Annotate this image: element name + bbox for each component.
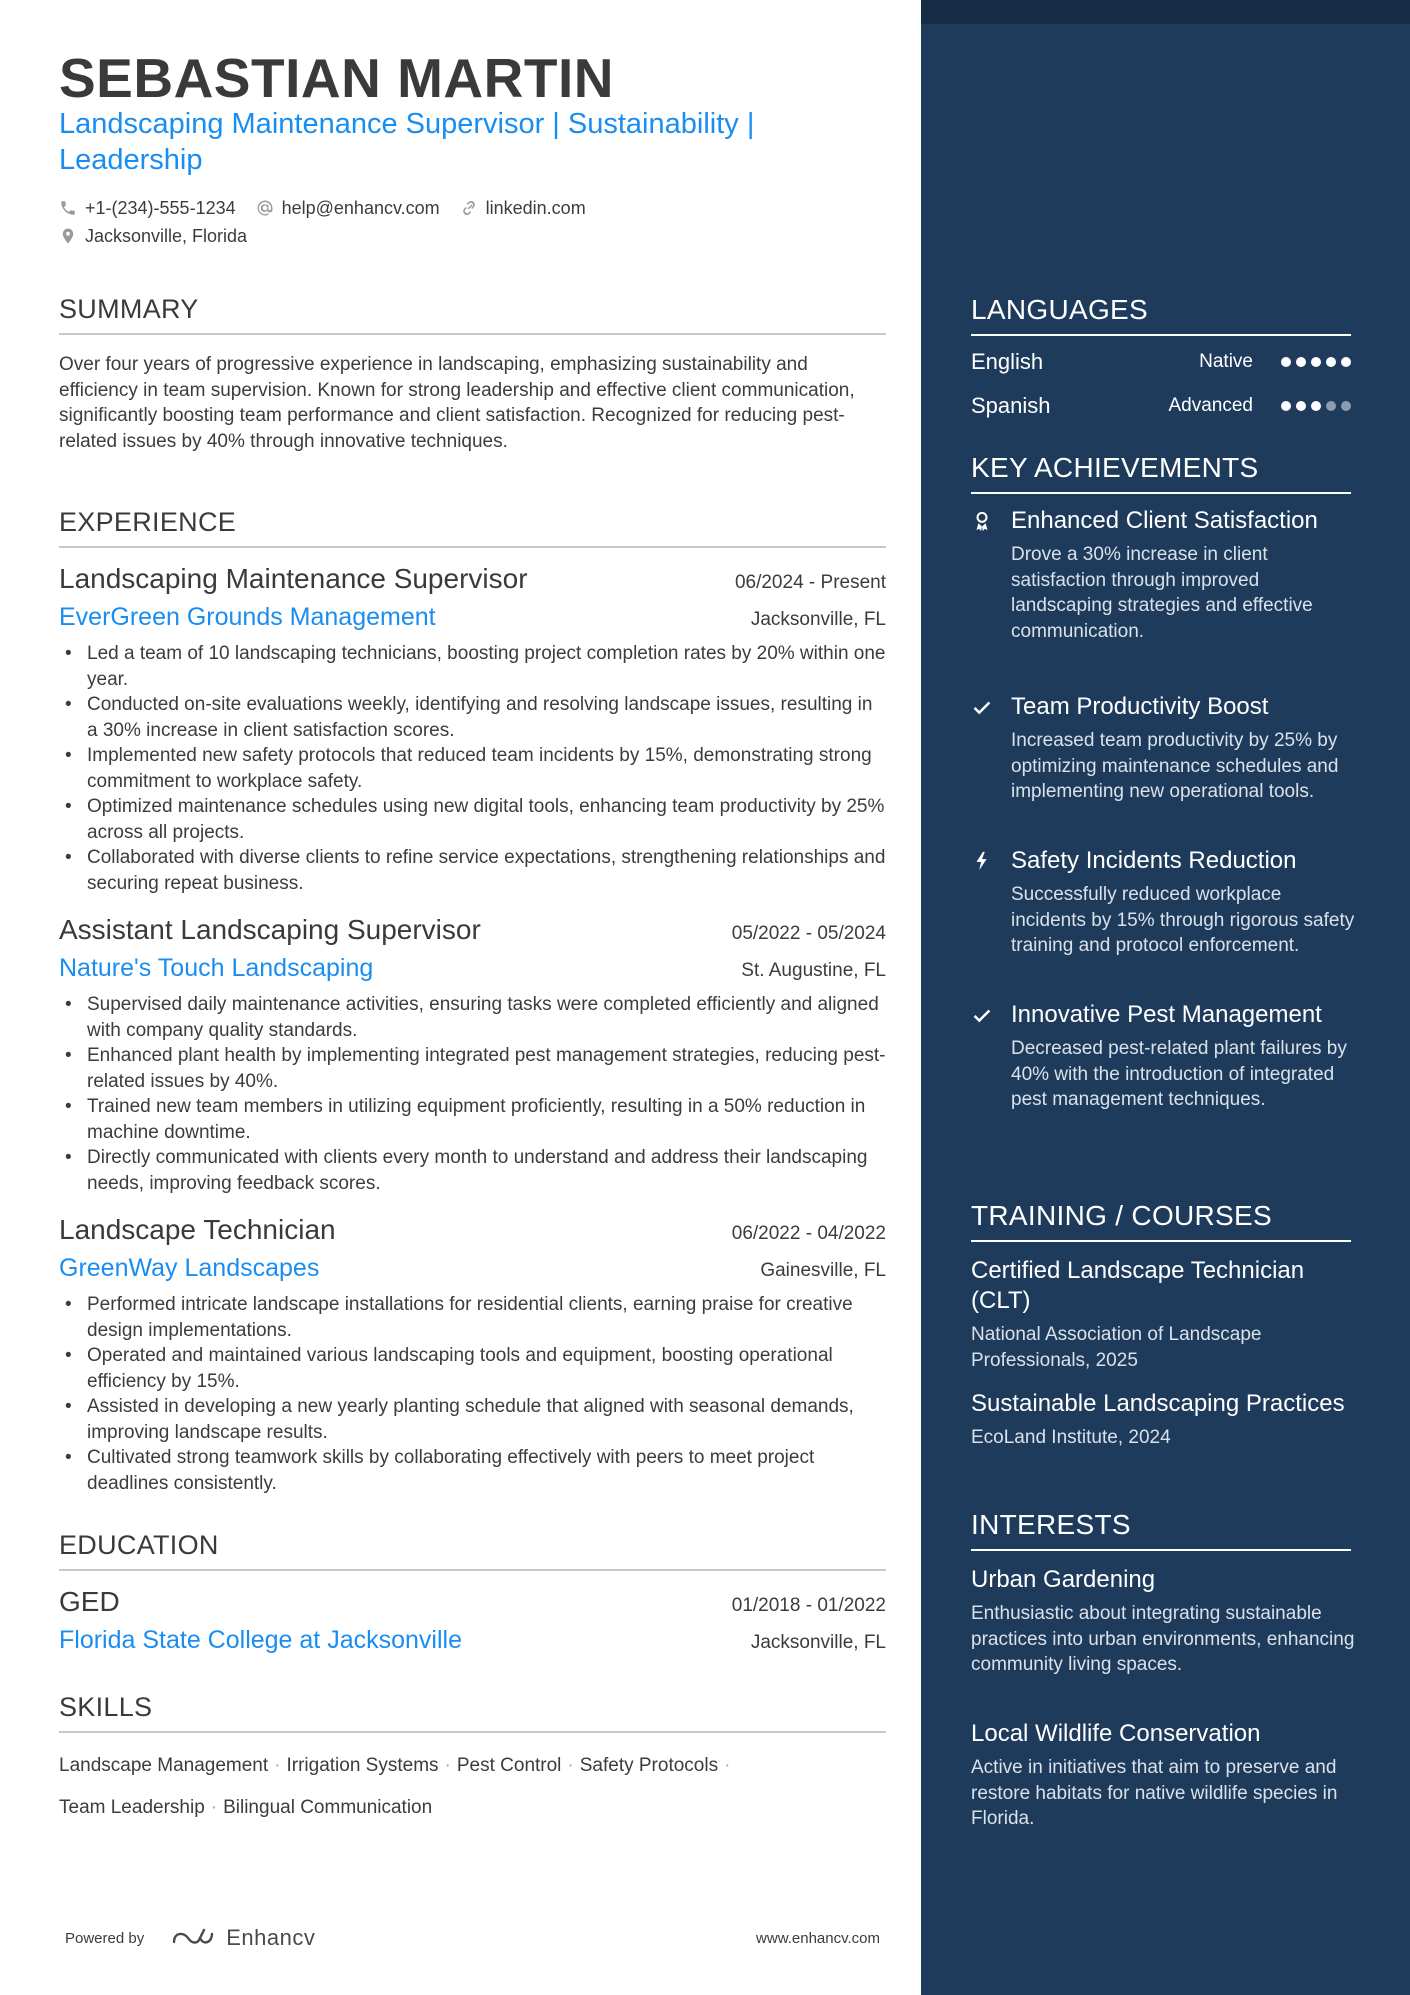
enhancv-brand-name: Enhancv — [226, 1925, 316, 1950]
language-name: English — [971, 349, 1044, 374]
job-bullets — [59, 992, 886, 1196]
skill-item: Team Leadership — [59, 1797, 205, 1818]
email-address: help@enhancv.com — [281, 197, 440, 218]
rating-dot-empty — [1341, 401, 1351, 411]
language-item — [971, 393, 1351, 419]
interest-title: Urban Gardening — [971, 1566, 1156, 1593]
bullet-item: • Trained new team members in utilizing equipment proficiently, resulting in a 50% reduction in machine downtime. — [59, 1094, 886, 1145]
school-name[interactable]: Florida State College at Jacksonville — [59, 1626, 462, 1654]
job-dates: 06/2024 - Present — [734, 572, 886, 593]
course-item — [971, 1256, 1361, 1373]
interest-title: Local Wildlife Conservation — [971, 1720, 1261, 1747]
language-rating — [1281, 357, 1351, 367]
language-rating — [1281, 401, 1351, 411]
footer-url[interactable]: www.enhancv.com — [756, 1929, 880, 1947]
job-dates: 05/2022 - 05/2024 — [731, 923, 886, 944]
skills-heading: SKILLS — [59, 1692, 886, 1733]
achievement-title: Enhanced Client Satisfaction — [1011, 507, 1318, 534]
achievement-description: Drove a 30% increase in client satisfaction through improved landscaping strategies and effective communication. — [1011, 544, 1313, 642]
bullet-item: • Performed intricate landscape installations for residential clients, earning praise for creative design implementations. — [59, 1292, 886, 1343]
education-dates: 01/2018 - 01/2022 — [731, 1595, 886, 1616]
candidate-name: SEBASTIAN MARTIN — [59, 47, 614, 109]
course-provider: National Association of Landscape Professionals, 2025 — [971, 1324, 1262, 1371]
rating-dot-filled — [1296, 401, 1306, 411]
job-dates: 06/2022 - 04/2022 — [731, 1223, 886, 1244]
rating-dot-filled — [1281, 401, 1291, 411]
company-name[interactable]: Nature's Touch Landscaping — [59, 954, 374, 982]
bullet-item: • Conducted on-site evaluations weekly, identifying and resolving landscape issues, resulting in a 30% increase in client satisfaction scores. — [59, 692, 886, 743]
job-location: St. Augustine, FL — [741, 960, 886, 981]
course-title: Sustainable Landscaping Practices — [971, 1390, 1345, 1417]
location-pin-icon — [59, 227, 77, 245]
interest-description: Active in initiatives that aim to preserve and restore habitats for native wildlife species in Florida. — [971, 1757, 1338, 1829]
education-location: Jacksonville, FL — [750, 1632, 886, 1653]
rating-dot-filled — [1281, 357, 1291, 367]
award-ribbon-icon — [971, 510, 993, 532]
course-provider: EcoLand Institute, 2024 — [971, 1427, 1171, 1448]
interest-item — [971, 1565, 1361, 1678]
summary-heading: SUMMARY — [59, 294, 886, 335]
rating-dot-filled — [1296, 357, 1306, 367]
job-location: Jacksonville, FL — [750, 609, 886, 630]
bullet-item: • Led a team of 10 landscaping technicians, boosting project completion rates by 20% within one year. — [59, 641, 886, 692]
summary-text: Over four years of progressive experience in landscaping, emphasizing sustainability and efficiency in team supervision. Known for strong leadership and effective client communication, significantly boosting team performance and client satisfaction. Recognized for reducing pest-related issues by 40% through innovative techniques. — [59, 354, 855, 452]
skill-item: Landscape Management — [59, 1755, 269, 1776]
bullet-item: • Directly communicated with clients every month to understand and address their landscaping needs, improving feedback scores. — [59, 1145, 886, 1196]
rating-dot-empty — [1326, 401, 1336, 411]
job-bullets — [59, 641, 886, 896]
achievement-title: Innovative Pest Management — [1011, 1001, 1322, 1028]
rating-dot-filled — [1341, 357, 1351, 367]
bullet-item: • Supervised daily maintenance activities, ensuring tasks were completed efficiently and aligned with company quality standards. — [59, 992, 886, 1043]
bullet-item: • Enhanced plant health by implementing integrated pest management strategies, reducing pest-related issues by 40%. — [59, 1043, 886, 1094]
bullet-item: • Cultivated strong teamwork skills by collaborating effectively with peers to meet project deadlines consistently. — [59, 1445, 886, 1496]
job-entry — [59, 1214, 886, 1496]
achievement-title: Safety Incidents Reduction — [1011, 847, 1297, 874]
interest-description: Enthusiastic about integrating sustainable practices into urban environments, enhancing community living spaces. — [971, 1603, 1355, 1675]
linkedin-contact[interactable] — [460, 198, 586, 219]
checkmark-icon — [971, 696, 993, 718]
skill-item: Safety Protocols — [579, 1755, 719, 1776]
company-name[interactable]: GreenWay Landscapes — [59, 1254, 320, 1282]
enhancv-logo-icon — [170, 1926, 216, 1950]
rating-dot-filled — [1311, 401, 1321, 411]
link-icon — [460, 199, 478, 217]
enhancv-logo[interactable] — [170, 1925, 315, 1951]
interests-heading: INTERESTS — [971, 1509, 1351, 1551]
degree-title: GED — [59, 1586, 120, 1617]
checkmark-icon — [971, 1004, 993, 1026]
achievement-description: Increased team productivity by 25% by optimizing maintenance schedules and implementing new operational tools. — [1011, 730, 1339, 802]
bullet-item: • Operated and maintained various landscaping tools and equipment, boosting operational efficiency by 15%. — [59, 1343, 886, 1394]
achievement-description: Successfully reduced workplace incidents by 15% through rigorous safety training and protocol enforcement. — [1011, 884, 1355, 956]
contact-info — [59, 194, 606, 250]
location-contact — [59, 226, 247, 247]
experience-heading: EXPERIENCE — [59, 507, 886, 548]
education-entry — [59, 1586, 886, 1655]
skill-separator: · — [210, 1797, 218, 1818]
skills-list — [59, 1745, 889, 1829]
lightning-bolt-icon — [971, 850, 993, 872]
training-heading: TRAINING / COURSES — [971, 1200, 1351, 1242]
bullet-item: • Implemented new safety protocols that reduced team incidents by 15%, demonstrating strong commitment to workplace safety. — [59, 743, 886, 794]
bullet-item: • Assisted in developing a new yearly planting schedule that aligned with seasonal demands, improving landscape results. — [59, 1394, 886, 1445]
skill-separator: · — [444, 1755, 451, 1776]
skill-item: Pest Control — [456, 1755, 562, 1776]
bullet-item: • Collaborated with diverse clients to refine service expectations, strengthening relationships and securing repeat business. — [59, 845, 886, 896]
at-sign-icon — [256, 199, 274, 217]
achievement-item — [971, 506, 1361, 644]
job-title: Assistant Landscaping Supervisor — [59, 914, 481, 945]
language-item — [971, 349, 1351, 375]
linkedin-url: linkedin.com — [485, 197, 586, 218]
rating-dot-filled — [1326, 357, 1336, 367]
language-name: Spanish — [971, 393, 1051, 418]
powered-by-label: Powered by — [65, 1929, 145, 1947]
company-name[interactable]: EverGreen Grounds Management — [59, 603, 436, 631]
bullet-item: • Optimized maintenance schedules using new digital tools, enhancing team productivity by 25% across all projects. — [59, 794, 886, 845]
phone-icon — [59, 199, 77, 217]
email-contact[interactable] — [256, 198, 440, 219]
sidebar-top-bar — [921, 0, 1410, 24]
location-text: Jacksonville, Florida — [85, 225, 248, 246]
course-item — [971, 1389, 1361, 1451]
job-bullets — [59, 1292, 886, 1496]
phone-number: +1-(234)-555-1234 — [85, 197, 236, 218]
achievement-item — [971, 692, 1361, 805]
job-location: Gainesville, FL — [760, 1260, 886, 1281]
interest-item — [971, 1719, 1361, 1832]
education-heading: EDUCATION — [59, 1530, 886, 1571]
skill-separator: · — [724, 1755, 731, 1776]
skill-separator: · — [567, 1755, 574, 1776]
job-title: Landscaping Maintenance Supervisor — [59, 563, 528, 594]
skill-item: Irrigation Systems — [286, 1755, 439, 1776]
job-entry — [59, 914, 886, 1196]
languages-heading: LANGUAGES — [971, 294, 1351, 336]
sidebar — [921, 0, 1410, 1995]
phone-contact[interactable] — [59, 198, 236, 219]
skill-item: Bilingual Communication — [223, 1797, 433, 1818]
course-title: Certified Landscape Technician (CLT) — [971, 1257, 1305, 1314]
job-entry — [59, 563, 886, 896]
achievement-item — [971, 1000, 1361, 1113]
achievements-heading: KEY ACHIEVEMENTS — [971, 452, 1351, 494]
achievement-title: Team Productivity Boost — [1011, 693, 1269, 720]
powered-by — [65, 1925, 315, 1951]
achievement-item — [971, 846, 1361, 959]
job-title: Landscape Technician — [59, 1214, 336, 1245]
skill-separator: · — [274, 1755, 281, 1776]
headline: Landscaping Maintenance Supervisor | Sustainability | Leadership — [59, 108, 755, 176]
footer — [65, 1925, 880, 1951]
rating-dot-filled — [1311, 357, 1321, 367]
achievement-description: Decreased pest-related plant failures by 40% with the introduction of integrated pest management techniques. — [1011, 1038, 1347, 1110]
language-level: Advanced — [1168, 395, 1253, 416]
language-level: Native — [1199, 351, 1253, 372]
